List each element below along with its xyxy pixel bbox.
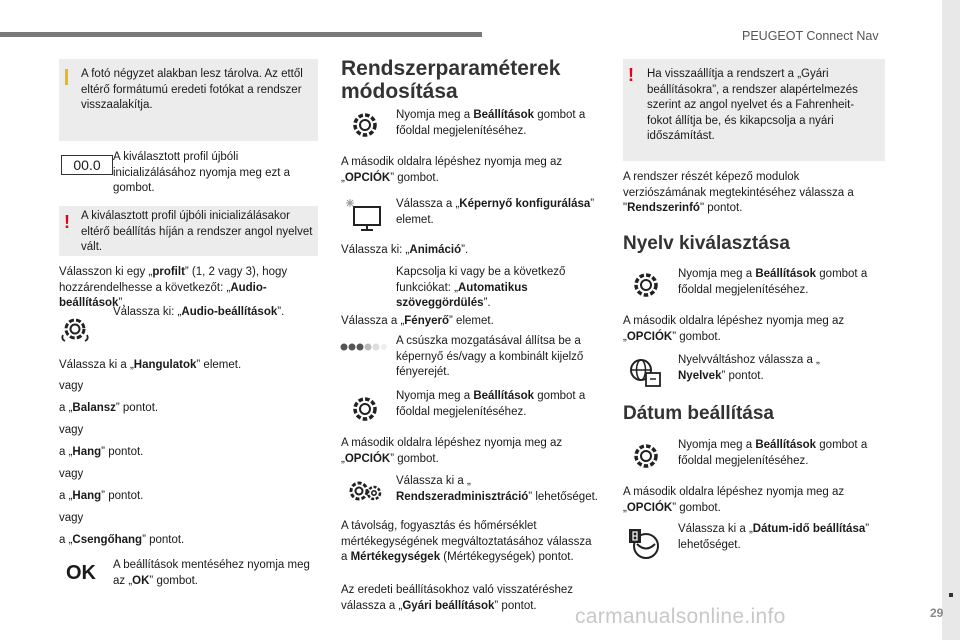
display-icon: 00.0: [61, 155, 113, 175]
page-side-strip: [942, 0, 960, 640]
settings-gear-icon: [350, 394, 380, 424]
warning-note-text: A kiválasztott profil újbóli inicializálásakor eltérő beállítás híján a rendszer angol nyelvet vált.: [81, 210, 313, 253]
watermark: carmanualsonline.info: [575, 605, 786, 628]
loudness-text: a „Csengőhang” pontot.: [59, 534, 185, 546]
press-settings-text: Nyomja meg a Beállítások gombot a főoldal megjelenítéséhez.: [396, 109, 586, 137]
warning-note-box: [59, 206, 318, 256]
second-page-text-3: A második oldalra lépéshez nyomja meg az „OPCIÓK” gombot.: [623, 315, 845, 343]
date-time-text: Válassza ki a „Dátum-idő beállítása” lehetőséget.: [678, 523, 870, 551]
screen-config-text: Válassza a „Képernyő konfigurálása” elemet.: [396, 198, 595, 226]
screen-brightness-icon: [344, 197, 382, 233]
press-settings-text-2: Nyomja meg a Beállítások gombot a főoldal megjelenítéséhez.: [396, 390, 586, 418]
auto-scroll-text: Kapcsolja ki vagy be a következő funkciókat: „Automatikus szöveggördülés”.: [396, 266, 566, 309]
brightness-slider-icon: [340, 342, 388, 352]
or-text: vagy: [59, 424, 84, 436]
or-text: vagy: [59, 512, 84, 524]
second-page-text: A második oldalra lépéshez nyomja meg az „OPCIÓK” gombot.: [341, 156, 563, 184]
language-heading: Nyelv kiválasztása: [623, 233, 790, 254]
page-number: 29: [930, 606, 944, 620]
animation-text: Válassza ki: „Animáció”.: [341, 244, 469, 256]
settings-gear-icon: [631, 441, 661, 471]
warning-icon: !: [64, 212, 70, 232]
warning-icon: !: [628, 65, 634, 85]
bullet-dot: [949, 593, 953, 597]
balance-text: a „Balansz” pontot.: [59, 402, 159, 414]
header-title: PEUGEOT Connect Nav: [742, 29, 879, 43]
audio-settings-text: Válassza ki: „Audio-beállítások”.: [113, 306, 285, 318]
date-heading: Dátum beállítása: [623, 403, 774, 424]
sound-text-2: a „Hang” pontot.: [59, 490, 144, 502]
ok-icon: OK: [66, 562, 96, 584]
brightness-text: Válassza a „Fényerő” elemet.: [341, 315, 494, 327]
reset-text: A kiválasztott profil újbóli inicializálásához nyomja meg ezt a gombot.: [113, 151, 291, 194]
info-note-text: A fotó négyzet alakban lesz tárolva. Az ettől eltérő formátumú eredeti fotókat a rendszer visszaalakítja.: [81, 68, 303, 111]
warning-note-text-2: Ha visszaállítja a rendszert a „Gyári beállításokra”, a rendszer alapértelmezés szerint az angol nyelvet és a Fahrenheit-fokot állítja be, és kikapcsolja a nyári időszámítást.: [647, 68, 858, 142]
system-params-heading: Rendszerparaméterek módosítása: [341, 57, 561, 103]
info-icon: [65, 69, 68, 85]
settings-gear-icon: [350, 110, 380, 140]
profile-text: Válasszon ki egy „profilt” (1, 2 vagy 3), hogy hozzárendelhesse a következőt: „Audio-beállítások”.: [59, 266, 288, 309]
audio-settings-icon: [60, 314, 90, 344]
sound-text: a „Hang” pontot.: [59, 446, 144, 458]
press-settings-text-4: Nyomja meg a Beállítások gombot a főoldal megjelenítéséhez.: [678, 439, 868, 467]
modules-text: A rendszer részét képező modulok verziószámának megtekintéséhez válassza a "Rendszerinfó" pontot.: [623, 171, 854, 214]
ok-text: A beállítások mentéséhez nyomja meg az „OK” gombot.: [113, 559, 310, 587]
or-text: vagy: [59, 380, 84, 392]
factory-reset-text: Az eredeti beállításokhoz való visszatéréshez válassza a „Gyári beállítások” pontot.: [341, 584, 574, 612]
header-bar: [0, 32, 482, 37]
language-text: Nyelvváltáshoz válassza a „ Nyelvek” pontot.: [678, 354, 820, 382]
language-icon: [628, 358, 662, 388]
system-admin-icon: [346, 477, 384, 507]
warning-note-box-2: [623, 59, 885, 161]
second-page-text-4: A második oldalra lépéshez nyomja meg az „OPCIÓK” gombot.: [623, 486, 845, 514]
units-text: A távolság, fogyasztás és hőmérséklet mértékegységének megváltoztatásához válassza a Mértékegységek (Mértékegységek) pontot.: [341, 520, 592, 563]
ambience-text: Válassza ki a „Hangulatok” elemet.: [59, 359, 242, 371]
info-note-box: [59, 59, 318, 141]
clock-icon: [627, 528, 663, 560]
sysadmin-text: Válassza ki a „ Rendszeradminisztráció” lehetőséget.: [396, 475, 598, 503]
press-settings-text-3: Nyomja meg a Beállítások gombot a főoldal megjelenítéséhez.: [678, 268, 868, 296]
or-text: vagy: [59, 468, 84, 480]
slider-text: A csúszka mozgatásával állítsa be a képernyő és/vagy a kombinált kijelző fényerejét.: [396, 335, 584, 378]
second-page-text-2: A második oldalra lépéshez nyomja meg az „OPCIÓK” gombot.: [341, 437, 563, 465]
settings-gear-icon: [631, 270, 661, 300]
